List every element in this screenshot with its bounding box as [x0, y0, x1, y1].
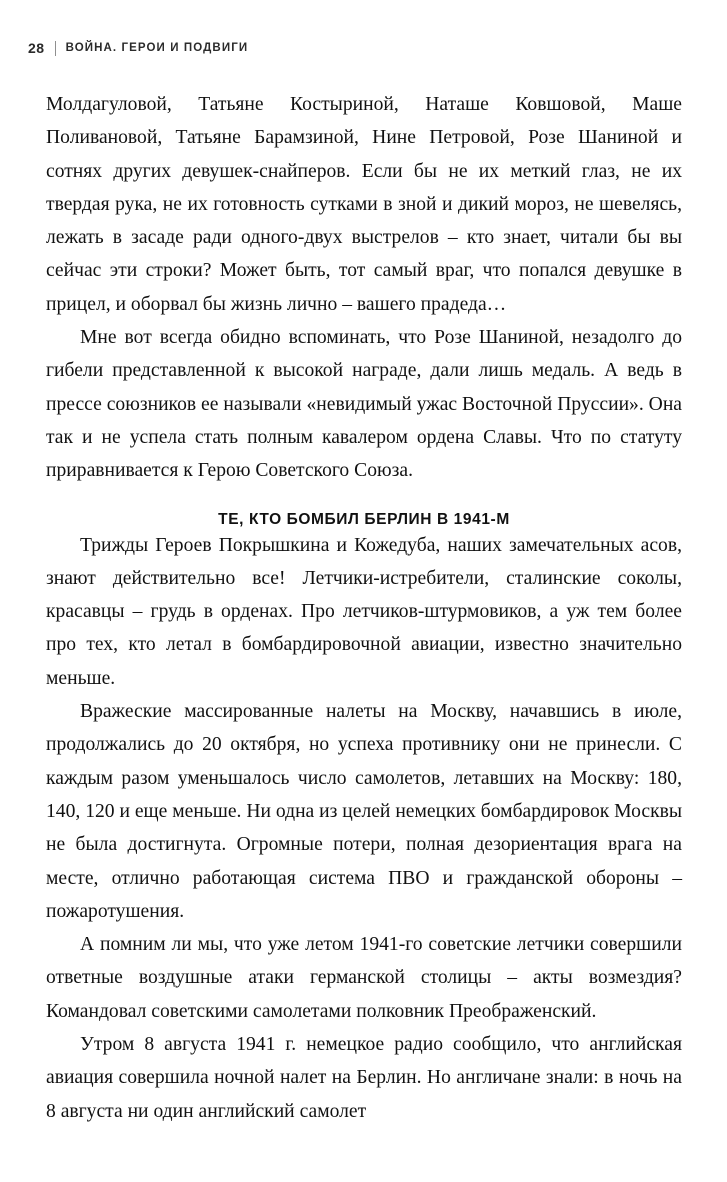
paragraph: Молдагуловой, Татьяне Костыриной, Наташе Ковшовой, Маше Поливановой, Татьяне Барамзиной, Нине Петровой, Розе Шаниной и сотнях других девушек-снайперов. Если бы не их меткий глаз, не их твердая рука, не их готовность сутками в зной и дикий мороз, не шевелясь, лежать в засаде ради одного-двух выстрелов – кто знает, читали бы вы сейчас эти строки? Может быть, тот самый враг, что попался девушке в прицел, и оборвал бы жизнь лично – вашего прадеда…	[46, 94, 682, 315]
running-head-divider	[55, 41, 56, 56]
section-heading: ТЕ, КТО БОМБИЛ БЕРЛИН В 1941-М	[218, 510, 510, 528]
running-head	[28, 40, 248, 56]
paragraph: А помним ли мы, что уже летом 1941-го советские летчики совершили ответные воздушные атаки германской столицы – акты возмездия? Командовал советскими самолетами полковник Преображенский.	[46, 934, 682, 1022]
text-column	[46, 88, 682, 1128]
running-head-title: ВОЙНА. ГЕРОИ И ПОДВИГИ	[65, 42, 249, 54]
paragraph: Трижды Героев Покрышкина и Кожедуба, наших замечательных асов, знают действительно все! Летчики-истребители, сталинские соколы, красавцы – грудь в орденах. Про летчиков-штурмовиков, а уж тем более про тех, кто летал в бомбардировочной авиации, известно значительно меньше.	[46, 534, 682, 689]
paragraph: Вражеские массированные налеты на Москву, начавшись в июле, продолжались до 20 октября, но успеха противнику они не принесли. С каждым разом уменьшалось число самолетов, летавших на Москву: 180, 140, 120 и еще меньше. Ни одна из целей немецких бомбардировок Москвы не была достигнута. Огромные потери, полная дезориентация врага на месте, отлично работающая система ПВО и гражданской обороны – пожаротушения.	[46, 701, 683, 922]
paragraph: Утром 8 августа 1941 г. немецкое радио сообщило, что английская авиация совершила ночной налет на Берлин. Но англичане знали: в ночь на 8 августа ни один английский самолет	[46, 1034, 682, 1122]
paragraph: Мне вот всегда обидно вспоминать, что Розе Шаниной, незадолго до гибели представленной к высокой награде, дали лишь медаль. А ведь в прессе союзников ее называли «невидимый ужас Восточной Пруссии». Она так и не успела стать полным кавалером ордена Славы. Что по статуту приравнивается к Герою Советского Союза.	[46, 327, 682, 482]
page-number: 28	[28, 40, 45, 56]
